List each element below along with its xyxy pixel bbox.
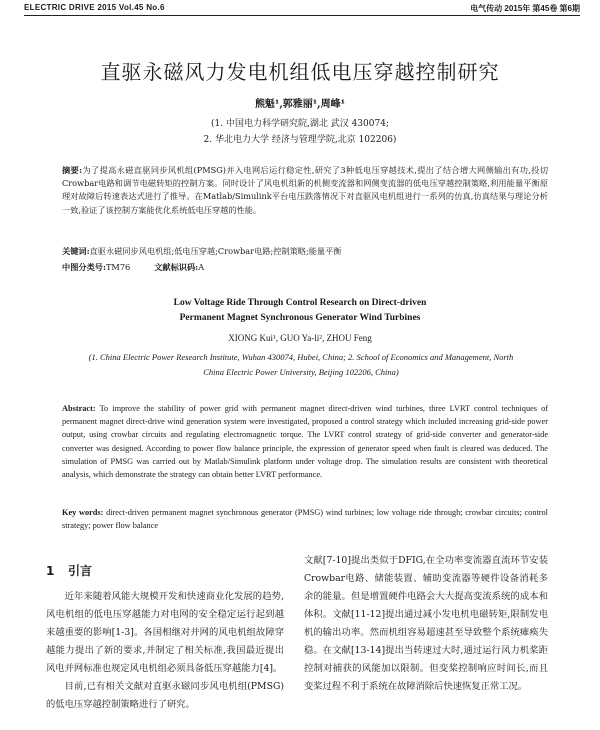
abstract-cn-text: 为了提高永磁直驱同步风机组(PMSG)并入电网后运行稳定性,研究了3种低电压穿越技术,提出了结合增大网侧输出有功,投切Crowbar电路和调节电磁转矩的控制方案。同时设计了风电机组新的机侧变流器和网侧变流器的低电压穿越控制策略,利用能量平衡原理对故障后转速表达式进行了推导。在Matlab/Simulink平台电压跌落情况下对直驱风电机组进行一系列的仿真,仿真结果与理论分析一致,验证了该控制方案能优化系统低电压穿越的性能。 — [62, 165, 549, 215]
body-paragraph: 目前,已有相关文献对直驱永磁同步风电机组(PMSG)的低电压穿越控制策略进行了研究。 — [46, 681, 284, 710]
keywords-en — [62, 506, 548, 532]
authors-cn: 熊魁¹,郭雅丽¹,周峰¹ — [254, 99, 346, 110]
keywords-cn-label: 关键词: — [62, 246, 90, 256]
affiliation-cn-1: (1. 中国电力科学研究院,湖北 武汉 430074; — [211, 119, 389, 129]
section-number: 1 — [46, 564, 55, 578]
paper-title-cn: 直驱永磁风力发电机组低电压穿越控制研究 — [100, 60, 500, 84]
clc-value: TM76 — [105, 262, 131, 272]
journal-header-en: ELECTRIC DRIVE 2015 Vol.45 No.6 — [24, 3, 165, 12]
classification-cn — [62, 261, 548, 273]
keywords-cn-text: 直驱永磁同步风电机组;低电压穿越;Crowbar电路;控制策略;能量平衡 — [89, 246, 342, 256]
section-title: 引言 — [68, 564, 93, 578]
body-column-left — [46, 562, 284, 714]
clc-label: 中图分类号: — [62, 262, 106, 272]
section-heading — [46, 562, 284, 584]
abstract-en-label: Abstract: — [62, 404, 96, 413]
body-paragraph: 近年来随着风能大规模开发和快速商业化发展的趋势,风电机组的低电压穿越能力对电网的安全稳定运行起到越来越重要的影响[1-3]。各国相继对并网的风电机组故障穿越能力提出了新的要求,并制定了相关标准,我国最近提出风电并网标准也规定风电机组必须具备低压穿越能力[4]。 — [46, 591, 284, 674]
affiliation-en: (1. China Electric Power Research Institute, Wuhan 430074, Hubei, China; 2. School of Economics and Management, North China Electric Power University, Beijing 102206, China) — [88, 352, 514, 377]
journal-header-cn: 电气传动 2015年 第45卷 第6期 — [470, 4, 580, 13]
body-paragraph: 文献[7-10]提出类似于DFIG,在全功率变流器直流环节安装Crowbar电路、储能装置、辅助变流器等硬件设备消耗多余的能量。但是增置硬件电路会大大提高变流系统的成本和体积。文献[11-12]提出通过减小发电机电磁转矩,限制发电机的输出功率。然而机组容易超速甚至导致整个系统瘫痪失稳。在文献[13-14]提出当转速过大时,通过运行风力机桨距控制对捕获的风能加以限制。但变桨控制响应时间长,而且变桨过程不利于系统在故障消除后快速恢复正常工况。 — [304, 555, 548, 692]
paper-title-en-line-2: Permanent Magnet Synchronous Generator Wind Turbines — [179, 313, 421, 323]
authors-en: XIONG Kui¹, GUO Ya-li², ZHOU Feng — [228, 333, 372, 343]
doc-code-label: 文献标识码: — [154, 262, 199, 272]
abstract-en-text: To improve the stability of power grid with permanent magnet direct-driven wind turbines, three LVRT control techniques of permanent magnet direct-drive wind generation system were investigated, proposed a control strategy which included increasing grid-side power output, using crowbar circuits and regulating electromagnetic torque. The LVRT control strategy of grid-side converter and generator-side converter was designed. According to power flow balance principle, the expression of generator speed when fault is cleared was deduced. The simulation of PMSG was carried out by Matlab/Simulink platform under voltage drop. The simulation results are consistent with theoretical analysis, which demonstrate the strategy can obtain better LVRT performance. — [62, 404, 548, 480]
running-header — [24, 3, 580, 16]
body-column-right — [304, 552, 548, 696]
paper-title-en — [0, 296, 600, 326]
affiliation-cn-2: 2. 华北电力大学 经济与管理学院,北京 102206) — [203, 135, 397, 145]
abstract-cn — [62, 164, 548, 217]
keywords-en-label: Key words: — [62, 508, 104, 517]
abstract-cn-label: 摘要: — [62, 165, 83, 175]
doc-code-value: A — [198, 262, 205, 272]
keywords-en-text: direct-driven permanent magnet synchronous generator (PMSG) wind turbines; low voltage ride through; crowbar circuits; control strategy; power flow balance — [62, 508, 548, 531]
abstract-en — [62, 402, 548, 481]
keywords-cn — [62, 245, 548, 257]
paper-title-en-line-1: Low Voltage Ride Through Control Research on Direct-driven — [173, 298, 427, 308]
